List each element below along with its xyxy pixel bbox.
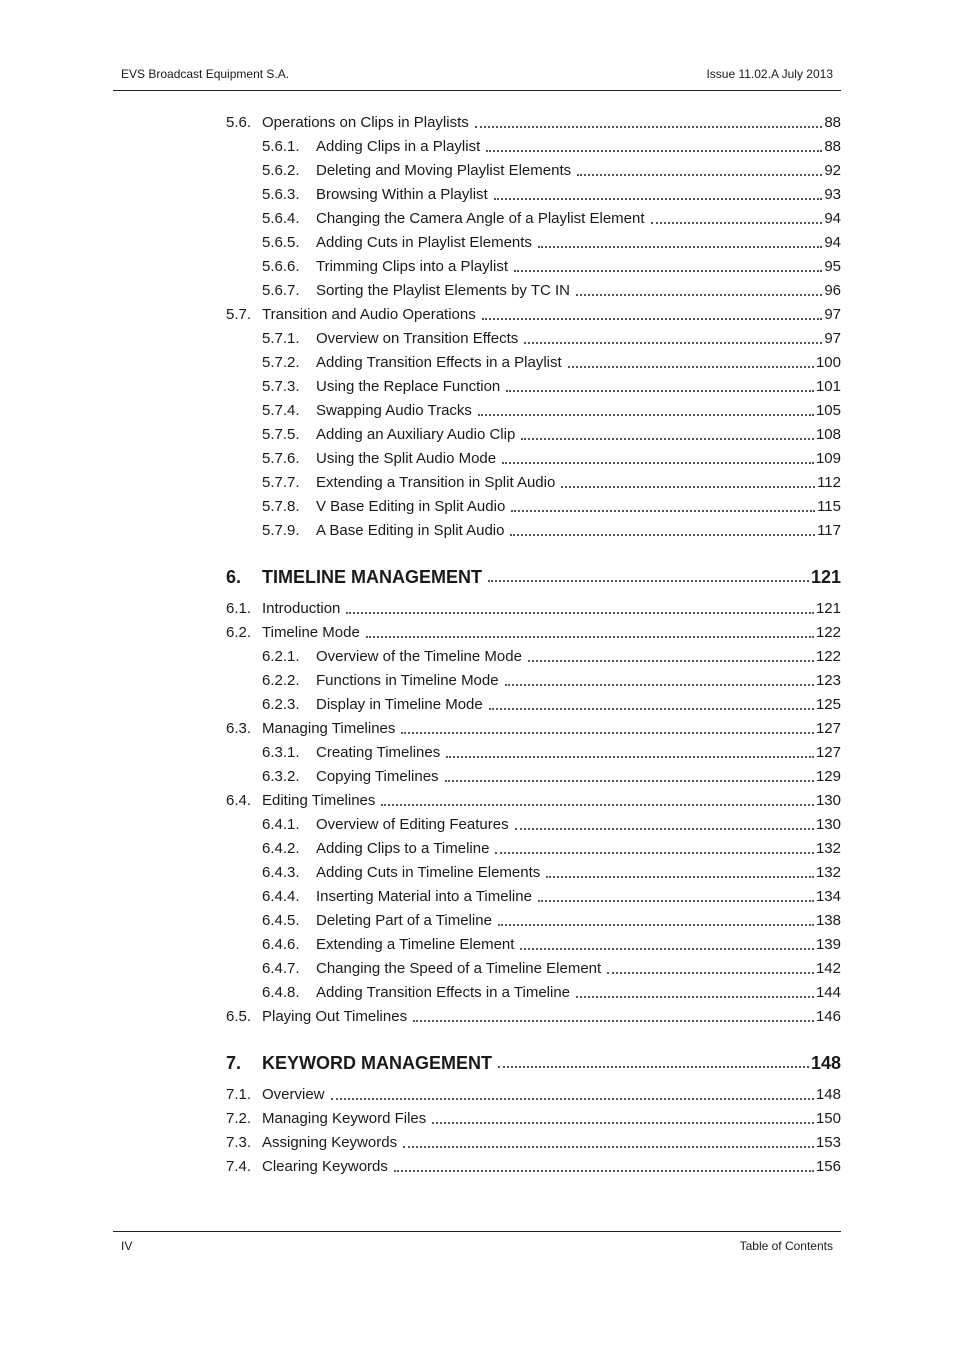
toc-entry-page: 95 [824,258,841,275]
toc-entry[interactable] [226,786,841,810]
toc-entry-number: 6.4.1. [262,816,300,833]
toc-entry-page: 148 [815,1086,841,1103]
toc-entry-title: Managing Timelines [262,720,396,737]
toc-entry-title: Overview of the Timeline Mode [316,648,522,665]
toc-dot-leader [446,756,814,758]
toc-entry-title: TIMELINE MANAGEMENT [262,567,482,587]
toc-entry-number: 6.1. [226,600,252,617]
toc-entry[interactable] [226,300,841,324]
toc-entry-page: 139 [815,936,841,953]
toc-entry[interactable] [226,954,841,978]
toc-entry-title: Deleting and Moving Playlist Elements [316,162,572,179]
toc-entry-title: KEYWORD MANAGEMENT [262,1053,492,1073]
toc-entry-title: Copying Timelines [316,768,439,785]
toc-entry[interactable] [226,978,841,1002]
toc-entry[interactable] [226,738,841,762]
toc-entry[interactable] [226,666,841,690]
toc-entry-page: 129 [815,768,841,785]
toc-entry-title: Trimming Clips into a Playlist [316,258,508,275]
toc-entry-number: 6.4.7. [262,960,300,977]
toc-dot-leader [381,804,814,806]
toc-dot-leader [515,828,814,830]
toc-entry[interactable] [226,762,841,786]
toc-dot-leader [498,924,814,926]
toc-entry[interactable] [226,714,841,738]
toc-dot-leader [576,294,822,296]
toc-entry-number: 5.7.9. [262,522,300,539]
toc-dot-leader [528,660,814,662]
toc-entry[interactable] [226,1152,841,1176]
toc-entry-title: Inserting Material into a Timeline [316,888,532,905]
toc-entry-number: 5.6.4. [262,210,300,227]
toc-entry-title: Adding Cuts in Timeline Elements [316,864,541,881]
toc-entry-number: 6.3.2. [262,768,300,785]
toc-entry-number: 5.6. [226,114,252,131]
toc-entry-number: 5.6.1. [262,138,300,155]
toc-entry-title: Deleting Part of a Timeline [316,912,492,929]
toc-dot-leader [577,174,822,176]
toc-entry-number: 5.6.5. [262,234,300,251]
toc-entry-page: 101 [815,378,841,395]
toc-entry-title: Overview of Editing Features [316,816,509,833]
toc-entry[interactable] [226,108,841,132]
page-number: IV [121,1239,133,1253]
toc-dot-leader [502,462,814,464]
toc-entry-page: 125 [815,696,841,713]
toc-dot-leader [568,366,814,368]
toc-dot-leader [538,900,814,902]
toc-entry-page: 138 [815,912,841,929]
toc-entry-title: Extending a Transition in Split Audio [316,474,556,491]
toc-dot-leader [506,390,814,392]
toc-entry-title: Adding an Auxiliary Audio Clip [316,426,516,443]
toc-entry-number: 5.6.2. [262,162,300,179]
toc-entry-number: 5.7.6. [262,450,300,467]
toc-entry[interactable] [226,348,841,372]
toc-entry-title: Operations on Clips in Playlists [262,114,469,131]
toc-entry-number: 6.4.6. [262,936,300,953]
toc-dot-leader [498,1066,809,1068]
toc-entry[interactable] [226,372,841,396]
toc-entry-title: Using the Replace Function [316,378,501,395]
toc-dot-leader [413,1020,814,1022]
toc-entry-page: 88 [824,138,841,155]
toc-entry[interactable] [226,492,841,516]
toc-entry-page: 117 [817,522,841,539]
toc-entry-page: 134 [815,888,841,905]
toc-entry[interactable] [226,1128,841,1152]
toc-entry-page: 93 [824,186,841,203]
toc-entry-page: 97 [824,330,841,347]
toc-entry[interactable] [226,618,841,642]
toc-entry-number: 6.5. [226,1008,252,1025]
toc-dot-leader [403,1146,814,1148]
toc-dot-leader [401,732,814,734]
toc-entry-title: A Base Editing in Split Audio [316,522,505,539]
toc-entry-number: 5.6.7. [262,282,300,299]
toc-entry-page: 121 [810,567,841,587]
toc-entry-number: 7.3. [226,1134,252,1151]
toc-entry-title: Display in Timeline Mode [316,696,483,713]
toc-dot-leader [511,510,815,512]
toc-entry-page: 105 [815,402,841,419]
toc-entry[interactable] [226,906,841,930]
toc-entry-number: 6.2.3. [262,696,300,713]
toc-entry[interactable] [226,930,841,954]
toc-dot-leader [561,486,815,488]
toc-chapter-entry[interactable] [226,562,841,586]
toc-entry[interactable] [226,396,841,420]
toc-entry-page: 148 [810,1053,841,1073]
toc-entry[interactable] [226,1080,841,1104]
toc-entry-number: 6.2. [226,624,252,641]
toc-entry[interactable] [226,690,841,714]
toc-entry-title: Overview [262,1086,325,1103]
toc-entry-page: 92 [824,162,841,179]
toc-entry-page: 130 [815,792,841,809]
toc-entry-page: 94 [824,234,841,251]
toc-entry-page: 132 [815,864,841,881]
toc-entry[interactable] [226,228,841,252]
toc-entry-number: 6.2.2. [262,672,300,689]
issue-info: Issue 11.02.A July 2013 [706,67,833,81]
toc-entry-title: Changing the Camera Angle of a Playlist Element [316,210,645,227]
toc-dot-leader [331,1098,814,1100]
toc-entry[interactable] [226,324,841,348]
toc-entry-number: 5.7.4. [262,402,300,419]
toc-entry-number: 7.4. [226,1158,252,1175]
toc-entry-number: 6.4. [226,792,252,809]
toc-entry-title: Using the Split Audio Mode [316,450,497,467]
toc-entry-number: 5.7.8. [262,498,300,515]
toc-entry-page: 115 [817,498,841,515]
toc-dot-leader [494,198,823,200]
toc-entry[interactable] [226,252,841,276]
toc-entry[interactable] [226,810,841,834]
toc-entry-number: 7. [226,1053,242,1073]
toc-entry-page: 121 [815,600,841,617]
toc-entry-number: 6.4.2. [262,840,300,857]
toc-dot-leader [445,780,814,782]
toc-entry[interactable] [226,132,841,156]
toc-entry-page: 150 [815,1110,841,1127]
page-header [113,60,841,91]
toc-entry-title: Introduction [262,600,341,617]
toc-entry-page: 156 [815,1158,841,1175]
toc-entry[interactable] [226,858,841,882]
toc-entry[interactable] [226,594,841,618]
toc-entry-page: 144 [815,984,841,1001]
toc-entry-number: 7.1. [226,1086,252,1103]
toc-entry[interactable] [226,468,841,492]
toc-dot-leader [521,438,814,440]
table-of-contents [226,108,841,1176]
toc-entry-title: Transition and Audio Operations [262,306,476,323]
footer-section-title: Table of Contents [739,1239,833,1253]
toc-entry[interactable] [226,276,841,300]
toc-entry-page: 96 [824,282,841,299]
toc-dot-leader [478,414,814,416]
toc-entry-title: V Base Editing in Split Audio [316,498,506,515]
toc-entry-title: Overview on Transition Effects [316,330,519,347]
toc-entry-page: 109 [815,450,841,467]
toc-entry-title: Editing Timelines [262,792,376,809]
toc-dot-leader [432,1122,814,1124]
toc-dot-leader [514,270,822,272]
toc-entry-number: 6.3. [226,720,252,737]
toc-entry[interactable] [226,180,841,204]
toc-entry-title: Changing the Speed of a Timeline Element [316,960,602,977]
toc-entry-number: 5.7.3. [262,378,300,395]
toc-entry[interactable] [226,156,841,180]
toc-dot-leader [651,222,823,224]
toc-entry-number: 6.4.4. [262,888,300,905]
toc-entry-page: 88 [824,114,841,131]
toc-entry-page: 142 [815,960,841,977]
toc-entry-title: Browsing Within a Playlist [316,186,488,203]
toc-entry-page: 130 [815,816,841,833]
toc-entry[interactable] [226,444,841,468]
toc-entry[interactable] [226,204,841,228]
toc-entry-page: 108 [815,426,841,443]
toc-entry-title: Creating Timelines [316,744,441,761]
toc-entry-number: 5.7. [226,306,252,323]
toc-entry[interactable] [226,1104,841,1128]
toc-entry-page: 100 [815,354,841,371]
toc-entry-title: Extending a Timeline Element [316,936,515,953]
toc-entry-number: 6.4.5. [262,912,300,929]
toc-dot-leader [346,612,814,614]
company-name: EVS Broadcast Equipment S.A. [121,67,290,81]
toc-entry-number: 5.6.3. [262,186,300,203]
toc-entry-page: 122 [815,624,841,641]
toc-entry-title: Managing Keyword Files [262,1110,427,1127]
toc-dot-leader [546,876,814,878]
toc-dot-leader [524,342,822,344]
toc-entry-page: 94 [824,210,841,227]
toc-entry-title: Clearing Keywords [262,1158,388,1175]
toc-entry-title: Timeline Mode [262,624,360,641]
toc-entry-title: Sorting the Playlist Elements by TC IN [316,282,570,299]
toc-entry-number: 5.7.1. [262,330,300,347]
toc-dot-leader [394,1170,814,1172]
toc-entry-title: Functions in Timeline Mode [316,672,499,689]
toc-entry-page: 127 [815,744,841,761]
toc-dot-leader [366,636,814,638]
toc-entry-number: 6.2.1. [262,648,300,665]
toc-entry[interactable] [226,420,841,444]
toc-entry[interactable] [226,834,841,858]
toc-entry-title: Assigning Keywords [262,1134,398,1151]
toc-dot-leader [538,246,822,248]
toc-entry-page: 123 [815,672,841,689]
toc-entry-page: 112 [817,474,841,491]
toc-entry-page: 153 [815,1134,841,1151]
toc-entry-page: 122 [815,648,841,665]
toc-entry-number: 6.3.1. [262,744,300,761]
toc-entry-number: 5.7.7. [262,474,300,491]
toc-entry-number: 7.2. [226,1110,252,1127]
toc-entry-title: Swapping Audio Tracks [316,402,472,419]
toc-entry-title: Adding Cuts in Playlist Elements [316,234,532,251]
toc-entry-title: Adding Transition Effects in a Timeline [316,984,571,1001]
toc-entry-page: 97 [824,306,841,323]
toc-dot-leader [488,580,809,582]
toc-entry-number: 5.7.5. [262,426,300,443]
toc-dot-leader [482,318,823,320]
toc-entry[interactable] [226,642,841,666]
toc-entry-page: 127 [815,720,841,737]
toc-entry-number: 5.6.6. [262,258,300,275]
toc-entry-number: 5.7.2. [262,354,300,371]
toc-entry[interactable] [226,1002,841,1026]
toc-entry-title: Playing Out Timelines [262,1008,408,1025]
toc-entry-number: 6.4.8. [262,984,300,1001]
toc-entry-page: 146 [815,1008,841,1025]
toc-dot-leader [486,150,822,152]
toc-entry[interactable] [226,882,841,906]
toc-entry-title: Adding Clips to a Timeline [316,840,490,857]
page-footer [113,1231,841,1253]
toc-entry-page: 132 [815,840,841,857]
toc-entry-title: Adding Transition Effects in a Playlist [316,354,562,371]
toc-entry-number: 6.4.3. [262,864,300,881]
toc-entry[interactable] [226,516,841,540]
toc-dot-leader [495,852,814,854]
toc-dot-leader [505,684,814,686]
toc-dot-leader [607,972,814,974]
toc-entry-title: Adding Clips in a Playlist [316,138,481,155]
toc-dot-leader [520,948,814,950]
toc-dot-leader [510,534,815,536]
toc-dot-leader [475,126,823,128]
toc-chapter-entry[interactable] [226,1048,841,1072]
toc-entry-number: 6. [226,567,242,587]
toc-dot-leader [489,708,814,710]
toc-dot-leader [576,996,814,998]
